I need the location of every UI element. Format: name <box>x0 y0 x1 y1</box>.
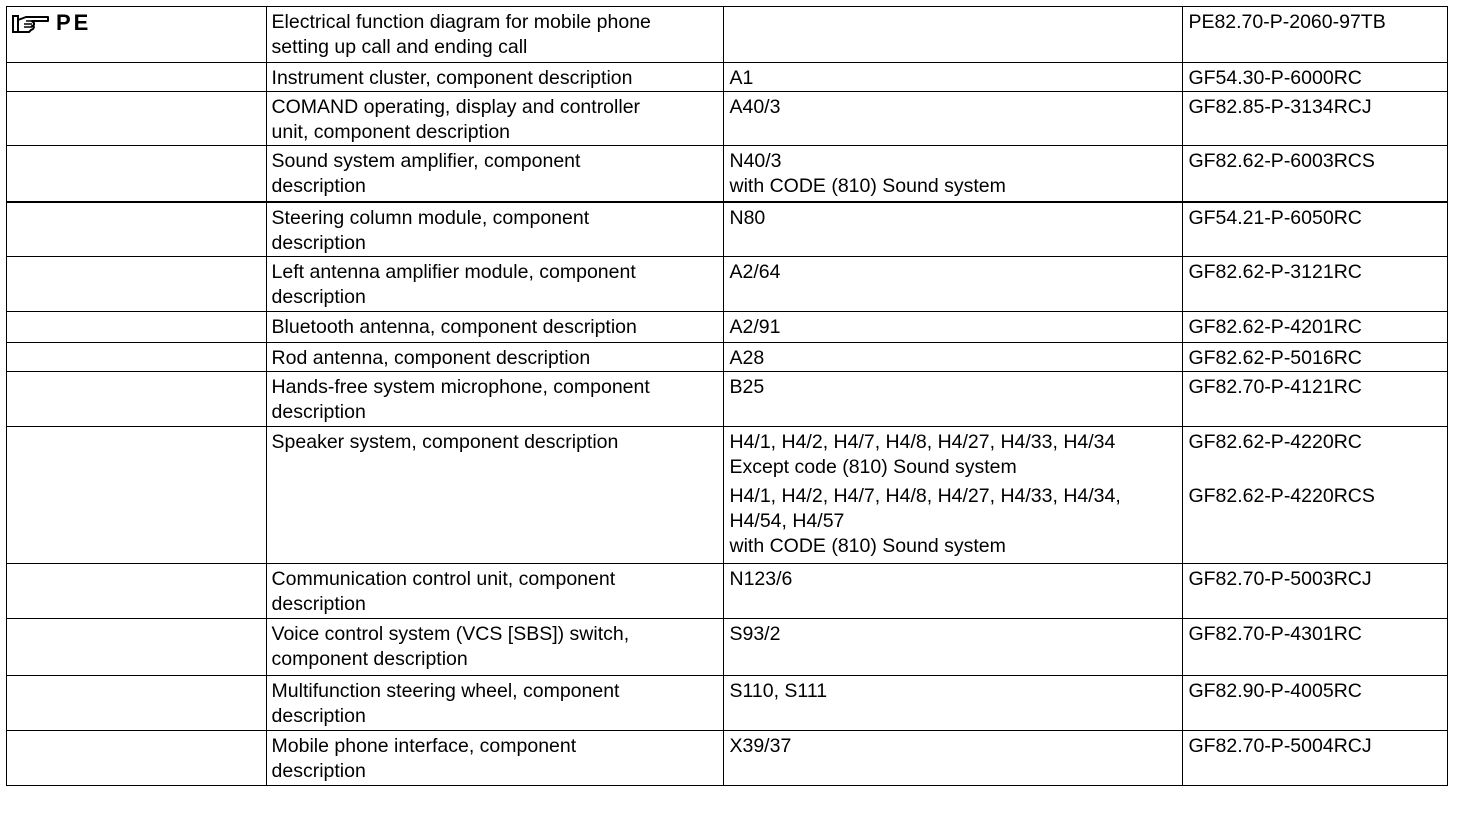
line-spacer <box>1188 455 1442 480</box>
description-line: Multifunction steering wheel, component <box>271 680 620 702</box>
table-row <box>7 202 1448 257</box>
reference-id: GF82.62-P-4220RC <box>1188 431 1362 453</box>
description-cell <box>266 202 724 257</box>
reference-id: GF82.62-P-3121RC <box>1188 261 1362 283</box>
component-code: B25 <box>729 376 765 398</box>
reference-id: PE82.70-P-2060-97TB <box>1188 11 1386 33</box>
empty-cell <box>7 372 267 427</box>
description-line: Mobile phone interface, component <box>271 735 577 757</box>
description-line: Rod antenna, component description <box>271 347 591 369</box>
empty-cell <box>7 731 267 786</box>
code-cell <box>724 202 1183 257</box>
reference-id: GF82.70-P-4121RC <box>1188 376 1362 398</box>
empty-cell <box>7 427 267 564</box>
description-line: unit, component description <box>271 121 511 143</box>
empty-cell <box>7 257 267 312</box>
empty-cell <box>7 63 267 92</box>
component-reference-table <box>6 6 1448 786</box>
description-line: Electrical function diagram for mobile phone <box>271 11 651 33</box>
component-code: N80 <box>729 206 766 229</box>
reference-id: GF54.30-P-6000RC <box>1188 67 1362 89</box>
reference-id: GF82.62-P-4220RCS <box>1188 485 1375 507</box>
reference-cell <box>1183 564 1448 619</box>
reference-id: GF82.62-P-4201RC <box>1188 316 1362 338</box>
table-row <box>7 312 1448 343</box>
component-code: A1 <box>729 67 754 89</box>
description-cell <box>266 92 724 146</box>
reference-cell <box>1183 257 1448 312</box>
code-cell <box>724 619 1183 676</box>
marker-cell <box>7 7 267 63</box>
reference-id: GF54.21-P-6050RC <box>1188 206 1362 229</box>
code-cell <box>724 343 1183 372</box>
reference-cell <box>1183 92 1448 146</box>
pe-marker <box>12 10 261 36</box>
code-cell <box>724 731 1183 786</box>
empty-cell <box>7 564 267 619</box>
component-code: A2/64 <box>729 261 781 283</box>
component-code: A2/91 <box>729 316 781 338</box>
component-code: H4/1, H4/2, H4/7, H4/8, H4/27, H4/33, H4/34 <box>729 431 1116 453</box>
reference-cell <box>1183 676 1448 731</box>
empty-cell <box>7 619 267 676</box>
reference-id: GF82.62-P-6003RCS <box>1188 150 1375 172</box>
component-code: H4/1, H4/2, H4/7, H4/8, H4/27, H4/33, H4/34, <box>729 485 1121 507</box>
pe-label: PE <box>56 10 92 35</box>
table-row <box>7 257 1448 312</box>
component-code: X39/37 <box>729 735 792 757</box>
reference-cell <box>1183 427 1448 564</box>
description-line: Speaker system, component description <box>271 431 619 453</box>
pointing-hand-icon <box>12 12 52 34</box>
description-cell <box>266 372 724 427</box>
empty-cell <box>7 92 267 146</box>
description-line: Sound system amplifier, component <box>271 150 581 172</box>
reference-cell <box>1183 731 1448 786</box>
component-code: N40/3 <box>729 150 782 172</box>
code-cell <box>724 427 1183 564</box>
description-cell <box>266 7 724 63</box>
component-code: S93/2 <box>729 623 781 645</box>
code-cell <box>724 92 1183 146</box>
reference-cell <box>1183 202 1448 257</box>
code-cell <box>724 146 1183 202</box>
description-line: Left antenna amplifier module, component <box>271 261 636 283</box>
table-row <box>7 427 1448 564</box>
description-line: description <box>271 760 366 782</box>
table-row <box>7 63 1448 92</box>
reference-cell <box>1183 343 1448 372</box>
reference-id: GF82.85-P-3134RCJ <box>1188 96 1372 118</box>
table-row <box>7 676 1448 731</box>
description-line: component description <box>271 648 468 670</box>
empty-cell <box>7 343 267 372</box>
empty-cell <box>7 202 267 257</box>
reference-id: GF82.70-P-5003RCJ <box>1188 568 1372 590</box>
description-line: Instrument cluster, component description <box>271 67 633 89</box>
description-line: Communication control unit, component <box>271 568 616 590</box>
empty-cell <box>7 676 267 731</box>
reference-id: GF82.62-P-5016RC <box>1188 347 1362 369</box>
description-line: Voice control system (VCS [SBS]) switch, <box>271 623 630 645</box>
code-condition: Except code (810) Sound system <box>729 456 1017 478</box>
reference-cell <box>1183 312 1448 343</box>
code-cell <box>724 372 1183 427</box>
description-line: description <box>271 593 366 615</box>
reference-id: GF82.90-P-4005RC <box>1188 680 1362 702</box>
code-cell <box>724 676 1183 731</box>
component-code: S110, S111 <box>729 680 828 702</box>
description-line: Bluetooth antenna, component description <box>271 316 637 338</box>
code-cell <box>724 7 1183 63</box>
description-line: setting up call and ending call <box>271 36 528 58</box>
code-cell <box>724 257 1183 312</box>
description-cell <box>266 146 724 202</box>
description-line: description <box>271 705 366 727</box>
description-line: description <box>271 231 366 254</box>
code-cell <box>724 63 1183 92</box>
reference-cell <box>1183 63 1448 92</box>
reference-id: GF82.70-P-5004RCJ <box>1188 735 1372 757</box>
description-line: description <box>271 175 366 197</box>
component-code: H4/54, H4/57 <box>729 510 845 532</box>
component-code: N123/6 <box>729 568 793 590</box>
reference-id: GF82.70-P-4301RC <box>1188 623 1362 645</box>
description-cell <box>266 427 724 564</box>
reference-cell <box>1183 619 1448 676</box>
code-condition: with CODE (810) Sound system <box>729 175 1006 197</box>
description-cell <box>266 619 724 676</box>
description-cell <box>266 63 724 92</box>
table-row <box>7 7 1448 63</box>
description-cell <box>266 676 724 731</box>
empty-cell <box>7 146 267 202</box>
table-row <box>7 343 1448 372</box>
description-line: Steering column module, component <box>271 206 590 229</box>
description-cell <box>266 257 724 312</box>
table-row <box>7 619 1448 676</box>
description-line: COMAND operating, display and controller <box>271 96 641 118</box>
component-code: A40/3 <box>729 96 781 118</box>
reference-cell <box>1183 372 1448 427</box>
description-cell <box>266 343 724 372</box>
description-line: description <box>271 401 366 423</box>
reference-cell <box>1183 146 1448 202</box>
table-row <box>7 564 1448 619</box>
description-cell <box>266 312 724 343</box>
description-cell <box>266 731 724 786</box>
description-line: Hands-free system microphone, component <box>271 376 650 398</box>
reference-cell <box>1183 7 1448 63</box>
empty-cell <box>7 312 267 343</box>
table-row <box>7 372 1448 427</box>
code-cell <box>724 312 1183 343</box>
code-cell <box>724 564 1183 619</box>
description-line: description <box>271 286 366 308</box>
code-condition: with CODE (810) Sound system <box>729 535 1006 557</box>
component-code: A28 <box>729 347 765 369</box>
description-cell <box>266 564 724 619</box>
table-row <box>7 92 1448 146</box>
table-row <box>7 731 1448 786</box>
table-row <box>7 146 1448 202</box>
